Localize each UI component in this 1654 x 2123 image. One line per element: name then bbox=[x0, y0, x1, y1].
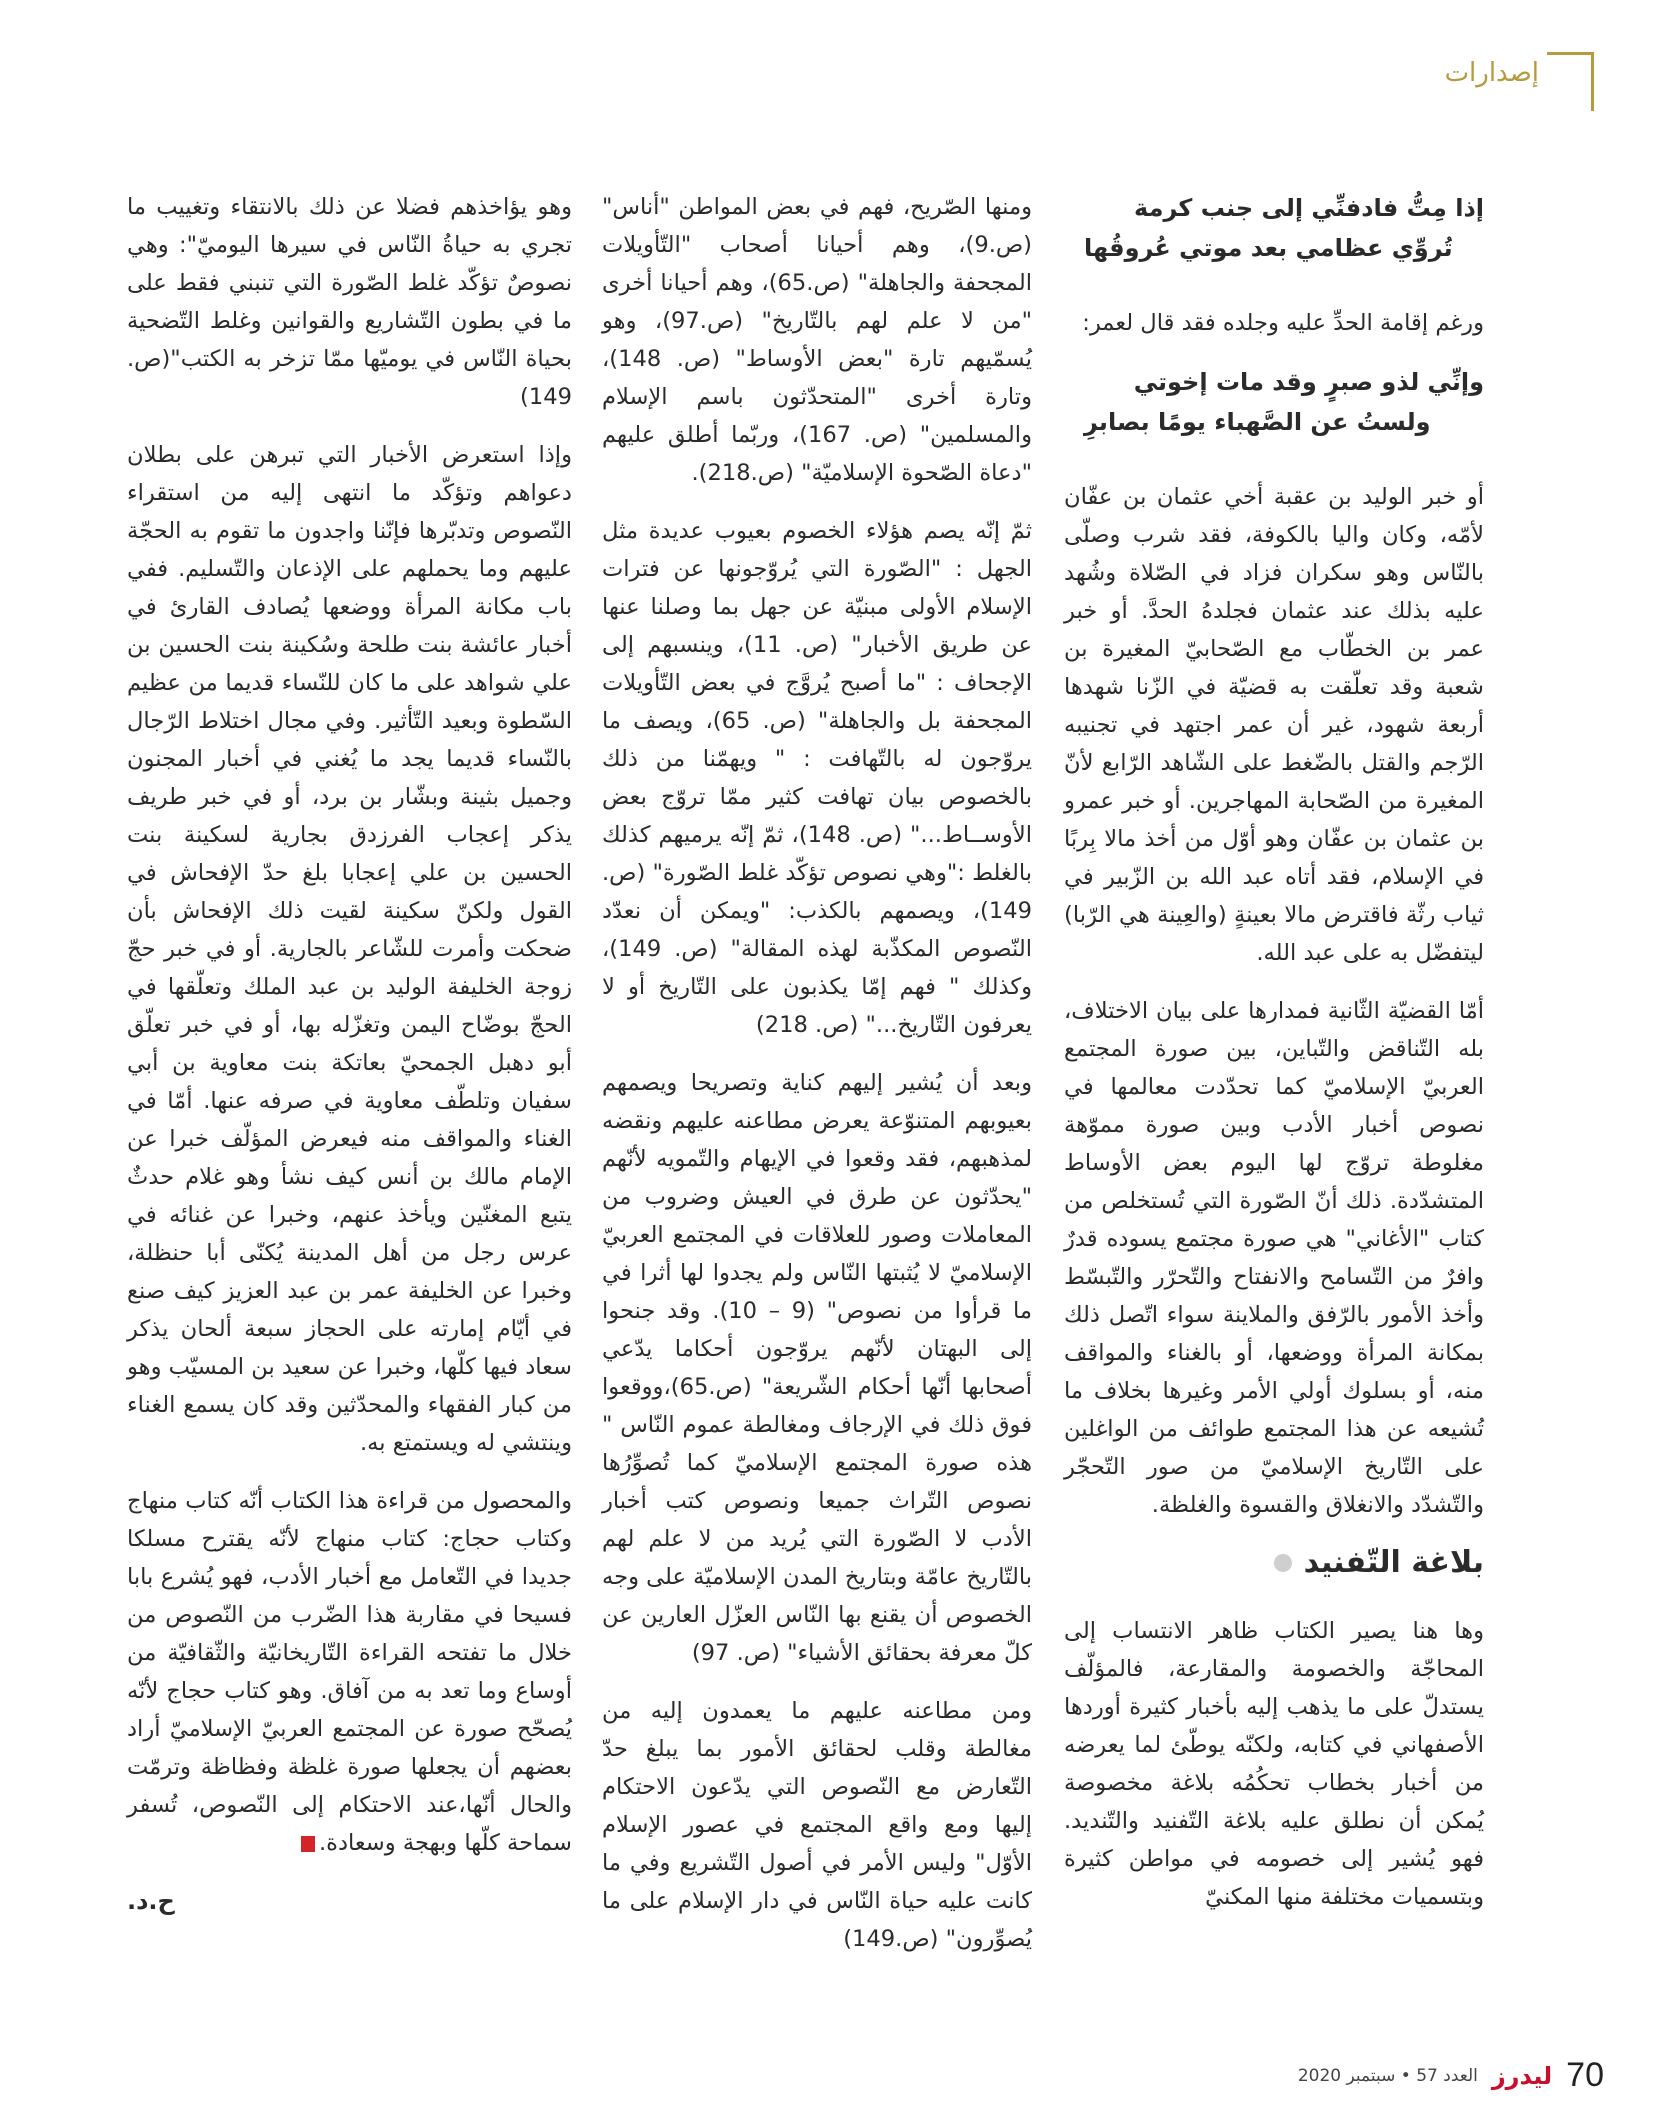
poem-2 bbox=[1064, 362, 1484, 442]
poem-2-verse-1: وإنِّي لذو صبرٍ وقد مات إخوتي bbox=[1133, 368, 1484, 396]
paragraph-final bbox=[127, 1482, 572, 1862]
paragraph: ومن مطاعنه عليهم ما يعمدون إليه من مغالطة وقلب لحقائق الأمور بما يبلغ حدّ التّعارض مع النّصوص التي يدّعون الاحتكام إليها ومع واقع المجتمع في عصور الإسلام الأوّل" وليس الأمر في أصول التّشريع وفي ما كانت عليه حياة النّاس في دار الإسلام على ما يُصوِّرون" (ص.149) bbox=[602, 1698, 1032, 1952]
paragraph: ومنها الصّريح، فهم في بعض المواطن "أناس" (ص.9)، وهم أحيانا أصحاب "التّأويلات المجحفة والجاهلة" (ص.65)، وهم أحيانا أخرى "من لا علم لهم بالتّاريخ" (ص.97)، وهو يُسمّيهم تارة "بعض الأوساط" (ص. 148)، وتارة أخرى "المتحدّثون باسم الإسلام والمسلمين" (ص. 167)، وربّما أطلق عليهم "دعاة الصّحوة الإسلاميّة" (ص.218). bbox=[602, 194, 1032, 486]
page-number: 70 bbox=[1566, 2056, 1604, 2094]
bullet-icon bbox=[1274, 1554, 1292, 1572]
section-label: إصدارات bbox=[1444, 57, 1539, 88]
poem-1 bbox=[1064, 188, 1484, 268]
issue-info: العدد 57 • سبتمبر 2020 bbox=[1297, 2065, 1478, 2086]
poem-1-verse-1: إذا مِتُّ فادفنِّي إلى جنب كرمة bbox=[1134, 194, 1484, 222]
subheading bbox=[1064, 1544, 1484, 1582]
paragraph: أو خبر الوليد بن عقبة أخي عثمان بن عفّان لأمّه، وكان واليا بالكوفة، فقد شرب وصلّى بالنّاس وهو سكران فزاد في الصّلاة وشُهد عليه بذلك عند عثمان فجلدهُ الحدَّ. أو خبر عمر بن الخطّاب مع الصّحابيّ المغيرة بن شعبة وقد تعلّقت به قضيّة في الزّنا شهدها أربعة شهود، غير أن عمر اجتهد في تجنيبه الرّجم والقتل بالضّغط على الشّاهد الرّابع لأنّ المغيرة من الصّحابة المهاجرين. أو خبر عمرو بن عثمان بن عفّان وهو أوّل من أخذ مالا بِربًا في الإسلام، فقد أتاه عبد الله بن الزّبير في ثياب رثّة فاقترض مالا بعينةٍ (والعِينة هي الرّبا) ليتفضّل به على عبد الله. bbox=[1064, 484, 1484, 966]
column-right bbox=[1064, 188, 1484, 1936]
magazine-logo: ليدرز bbox=[1491, 2061, 1553, 2090]
section-bracket bbox=[1547, 52, 1594, 111]
column-middle bbox=[602, 188, 1032, 1978]
paragraph: وإذا استعرض الأخبار التي تبرهن على بطلان دعواهم وتؤكّد ما انتهى إليه من استقراء النّصوص وتدبّرها فإنّنا واجدون ما تقوم به الحجّة عليهم وما يحملهم على الإذعان والتّسليم. ففي باب مكانة المرأة ووضعها يُصادف القارئ في أخبار عائشة بنت طلحة وسُكينة بنت الحسين بن علي شواهد على ما كان للنّساء قديما من عظيم السّطوة وبعيد التّأثير. وفي مجال اختلاط الرّجال بالنّساء قديما يجد ما يُغني في أخبار المجنون وجميل بثينة وبشّار بن برد، أو في خبر طريف يذكر إعجاب الفرزدق بجارية لسكينة بنت الحسين بن علي إعجابا بلغ حدّ الإفحاش في القول ولكنّ سكينة لقيت ذلك الإفحاش بأن ضحكت وأمرت للشّاعر بالجارية. أو في خبر حجّ زوجة الخليفة الوليد بن عبد الملك وتعلّقها في الحجّ بوضّاح اليمن وتغزّله بها، أو في خبر تعلّق أبو دهبل الجمحيّ بعاتكة بنت معاوية بن أبي سفيان وتلطّف معاوية في صرفه عنها. أمّا في الغناء والمواقف منه فيعرض المؤلّف خبرا عن الإمام مالك بن أنس كيف نشأ وهو غلام حدثٌ يتبع المغنّين ويأخذ عنهم، وخبرا عن غنائه في عرس رجل من أهل المدينة يُكنّى أبا حنظلة، وخبرا عن الخليفة عمر بن عبد العزيز كيف صنع في أيّام إمارته على الحجاز سبعة ألحان يذكر سعاد فيها كلّها، وخبرا عن سعيد بن المسيّب وهو من كبار الفقهاء والمحدّثين وقد كان يسمع الغناء وينتشي له ويستمتع به. bbox=[127, 442, 572, 1456]
poem-2-verse-2: ولستُ عن الصَّهباء يومًا بصابرِ bbox=[1084, 408, 1431, 436]
column-left bbox=[127, 188, 572, 1920]
subheading-text: بلاغة التّفنيد bbox=[1303, 1545, 1484, 1580]
paragraph: وبعد أن يُشير إليهم كناية وتصريحا ويصمهم بعيوبهم المتنوّعة يعرض مطاعنه عليهم ونقضه لمذهبهم، فقد وقعوا في الإيهام والتّمويه لأنّهم "يحدّثون عن طرق في العيش وضروب من المعاملات وصور للعلاقات في المجتمع العربيّ الإسلاميّ لا يُثبتها النّاس ولم يجدوا لها أثرا في ما قرأوا من نصوص" (9 – 10). وقد جنحوا إلى البهتان لأنّهم يروّجون أحكاما يدّعي أصحابها أنّها أحكام الشّريعة" (ص.65)،ووقعوا فوق ذلك في الإرجاف ومغالطة عموم النّاس " هذه صورة المجتمع الإسلاميّ كما تُصوِّرُها نصوص التّراث جميعا ونصوص كتب أخبار الأدب لا الصّورة التي يُريد من لا علم لهم بالتّاريخ عامّة وبتاريخ المدن الإسلاميّة على وجه الخصوص أن يقنع بها النّاس العزّل العارين عن كلّ معرفة بحقائق الأشياء" (ص. 97) bbox=[602, 1070, 1032, 1666]
paragraph: ثمّ إنّه يصم هؤلاء الخصوم بعيوب عديدة مثل الجهل : "الصّورة التي يُروّجونها عن فترات الإسلام الأولى مبنيّة عن جهل بما وصلنا عنها عن طريق الأخبار" (ص. 11)، وينسبهم إلى الإجحاف : "ما أصبح يُروَّج في بعض التّأويلات المجحفة بل والجاهلة" (ص. 65)، ويصف ما يروّجون له بالتّهافت : " ويهمّنا من ذلك بالخصوص بيان تهافت كثير ممّا تروّج بعض الأوســاط..." (ص. 148)، ثمّ إنّه يرميهم كذلك بالغلط :"وهي نصوص تؤكّد غلط الصّورة" (ص. 149)، ويصمهم بالكذب: "ويمكن أن نعدّد النّصوص المكذّبة لهذه المقالة" (ص. 149)، وكذلك " فهم إمّا يكذبون على التّاريخ أو لا يعرفون التّاريخ..." (ص. 218) bbox=[602, 518, 1032, 1038]
paragraph: وها هنا يصير الكتاب ظاهر الانتساب إلى المحاجّة والخصومة والمقارعة، فالمؤلّف يستدلّ على ما يذهب إليه بأخبار كثيرة أوردها الأصفهاني في كتابه، ولكنّه يوطّئ لما يعرضه من أخبار بخطاب تحكُمُه بلاغة مخصوصة يُمكن أن نطلق عليه بلاغة التّفنيد والتّنديد. فهو يُشير إلى خصومه في مواطن كثيرة وبتسميات مختلفة منها المكنيّ bbox=[1064, 1618, 1484, 1910]
paragraph: أمّا القضيّة الثّانية فمدارها على بيان الاختلاف، بله التّناقض والتّباين، بين صورة المجتمع العربيّ الإسلاميّ كما تحدّدت معالمها في نصوص أخبار الأدب وبين صورة مموّهة مغلوطة تروّج لها اليوم بعض الأوساط المتشدّدة. ذلك أنّ الصّورة التي تُستخلص من كتاب "الأغاني" هي صورة مجتمع يسوده قدرٌ وافرٌ من التّسامح والانفتاح والتّحرّر والتّبسّط وأخذ الأمور بالرّفق والملاينة سواء اتّصل ذلك بمكانة المرأة ووضعها، أو بالغناء والمواقف منه، أو بسلوك أولي الأمر وغيرها بخلاف ما تُشيعه عن هذا المجتمع طوائف من الواغلين على التّاريخ الإسلاميّ من صور التّحجّر والتّشدّد والانغلاق والقسوة والغلظة. bbox=[1064, 998, 1484, 1518]
poem-1-verse-2: تُروِّي عظامي بعد موتي عُروقُها bbox=[1084, 234, 1453, 262]
paragraph: وهو يؤاخذهم فضلا عن ذلك بالانتقاء وتغييب ما تجري به حياةُ النّاس في سيرها اليوميّ": وهي نصوصٌ تؤكّد غلط الصّورة التي تنبني فقط على ما في بطون التّشاريع والقوانين وغلط التّضحية بحياة النّاس في يوميّها ممّا تزخر به الكتب"(ص. 149) bbox=[127, 194, 572, 410]
section-tag bbox=[1445, 34, 1594, 111]
paragraph-text: والمحصول من قراءة هذا الكتاب أنّه كتاب منهاج وكتاب حجاج: كتاب منهاج لأنّه يقترح مسلكا جديدا في التّعامل مع أخبار الأدب، فهو يُشرع بابا فسيحا في مقاربة هذا الضّرب من النّصوص من خلال ما تفتحه القراءة التّاريخانيّة والثّقافيّة من أوساع وما تعد به من آفاق. وهو كتاب حجاج لأنّه يُصحّح صورة عن المجتمع العربيّ الإسلاميّ أراد بعضهم أن يجعلها صورة غلظة وفظاظة وترمّت والحال أنّها،عند الاحتكام إلى النّصوص، تُسفر سماحة كلّها وبهجة وسعادة. bbox=[127, 1488, 572, 1856]
paragraph: ورغم إقامة الحدِّ عليه وجلده فقد قال لعمر: bbox=[1082, 310, 1484, 336]
author-signature: ح.د. bbox=[127, 1887, 175, 1915]
end-of-article-icon bbox=[301, 1836, 315, 1852]
page-footer bbox=[1298, 2056, 1604, 2095]
